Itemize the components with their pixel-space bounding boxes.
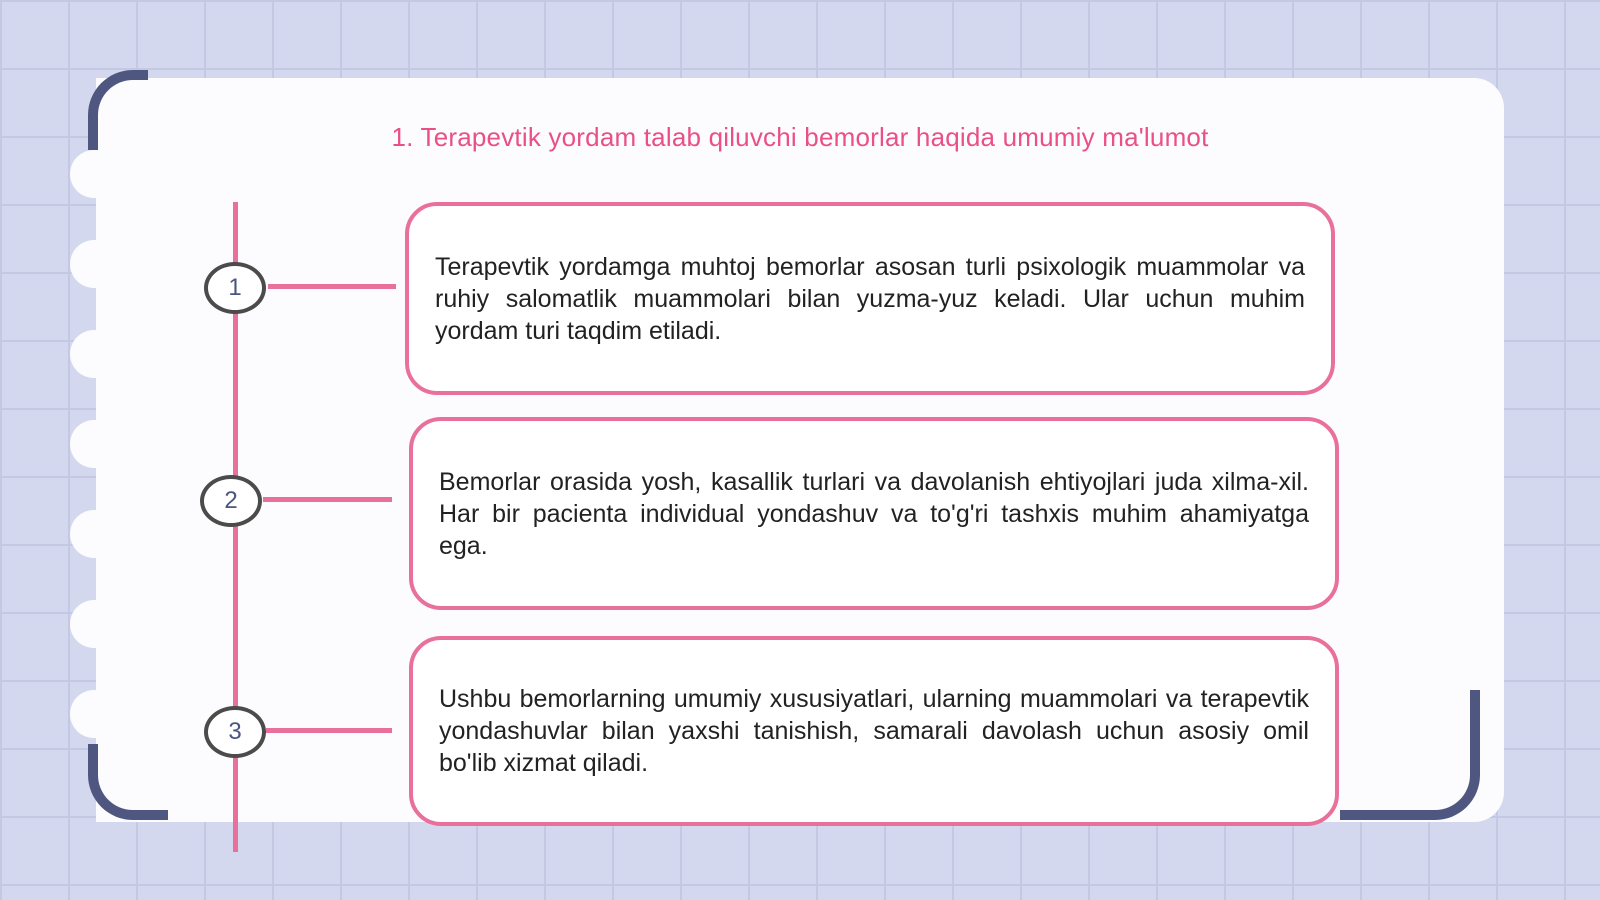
info-box: [405, 202, 1335, 395]
paper-scallop: [70, 510, 126, 558]
step-number-badge: 2: [200, 475, 262, 527]
timeline-connector: [268, 284, 396, 289]
step-number-badge: 3: [204, 706, 266, 758]
info-box-text: Terapevtik yordamga muhtoj bemorlar asosan turli psixologik muammolar va ruhiy salomatlik muammolari bilan yuzma-yuz keladi. Ular uchun muhim yordam turi taqdim etiladi.: [435, 252, 1305, 345]
slide-title: 1. Terapevtik yordam talab qiluvchi bemorlar haqida umumiy ma'lumot: [391, 122, 1209, 152]
info-box: [409, 417, 1339, 610]
info-box-text: Bemorlar orasida yosh, kasallik turlari va davolanish ehtiyojlari juda xilma-xil. Har bir pacienta individual yondashuv va to'g'ri tashxis muhim ahamiyatga ega.: [439, 467, 1309, 560]
timeline-connector: [263, 497, 392, 502]
paper-scallop: [70, 600, 126, 648]
paper-scallop: [70, 240, 126, 288]
paper-scallop: [70, 330, 126, 378]
timeline-connector: [266, 728, 392, 733]
paper-scallop: [70, 420, 126, 468]
paper-scallop: [70, 690, 126, 738]
info-box-text: Ushbu bemorlarning umumiy xususiyatlari, ularning muammolari va terapevtik yondashuvlar bilan yaxshi tanishish, samarali davolash uchun asosiy omil bo'lib xizmat qiladi.: [439, 685, 1309, 777]
info-box: [409, 636, 1339, 826]
frame-corner-bottom-right: [1340, 690, 1480, 820]
step-number-badge: 1: [204, 262, 266, 314]
paper-scallop: [70, 150, 126, 198]
